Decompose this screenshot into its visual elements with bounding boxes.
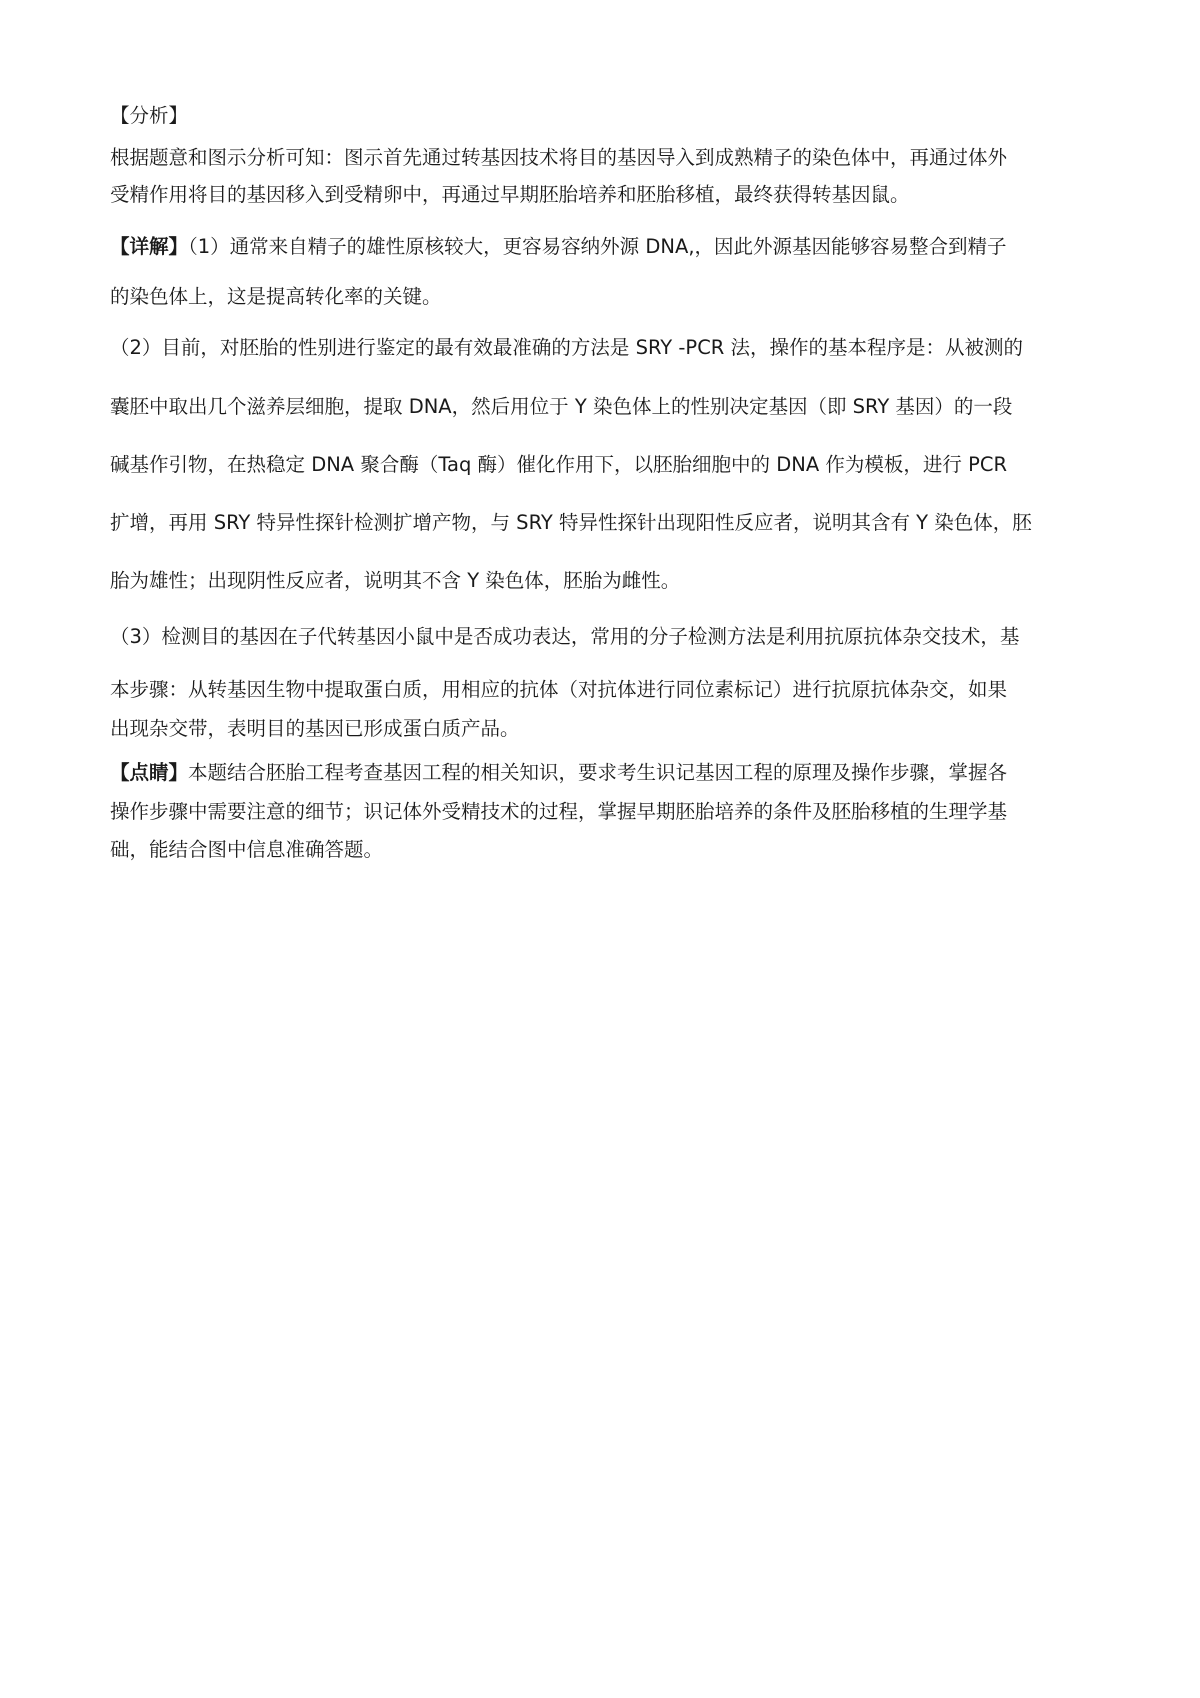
detail-line-1 (110, 232, 1110, 262)
part2-line-2: 囊胚中取出几个滋养层细胞，提取 DNA，然后用位于 Y 染色体上的性别决定基因（即 SRY 基因）的一段 (110, 395, 1013, 418)
part2-line-3: 碱基作引物，在热稳定 DNA 聚合酶（Taq 酶）催化作用下，以胚胎细胞中的 DNA 作为模板，进行 PCR (110, 453, 1008, 476)
part2-line-4: 扩增，再用 SRY 特异性探针检测扩增产物，与 SRY 特异性探针出现阳性反应者，说明其含有 Y 染色体，胚 (110, 511, 1032, 534)
part2-line-1: （2）目前，对胚胎的性别进行鉴定的最有效最准确的方法是 SRY -PCR 法，操作的基本程序是：从被测的 (110, 336, 1024, 359)
detail-label: 【详解】 (110, 235, 189, 258)
comment-text: 本题结合胚胎工程考查基因工程的相关知识，要求考生识记基因工程的原理及操作步骤，掌握各 (188, 761, 1008, 784)
part2-line-5: 胎为雄性；出现阴性反应者，说明其不含 Y 染色体，胚胎为雌性。 (110, 569, 681, 592)
detail-text: （1）通常来自精子的雄性原核较大，更容易容纳外源 DNA,，因此外源基因能够容易整合到精子 (188, 235, 1007, 258)
analysis-line-2: 受精作用将目的基因移入到受精卵中，再通过早期胚胎培养和胚胎移植，最终获得转基因鼠。 (110, 183, 910, 206)
comment-label: 【点睛】 (110, 761, 189, 784)
analysis-heading: 【分析】 (110, 104, 189, 127)
comment-line-2: 操作步骤中需要注意的细节；识记体外受精技术的过程，掌握早期胚胎培养的条件及胚胎移植的生理学基 (110, 800, 1008, 823)
part3-line-2: 本步骤：从转基因生物中提取蛋白质，用相应的抗体（对抗体进行同位素标记）进行抗原抗体杂交，如果 (110, 678, 1008, 701)
detail-line-2: 的染色体上，这是提高转化率的关键。 (110, 285, 442, 308)
part3-line-1: （3）检测目的基因在子代转基因小鼠中是否成功表达，常用的分子检测方法是利用抗原抗体杂交技术，基 (110, 625, 1020, 648)
analysis-line-1: 根据题意和图示分析可知：图示首先通过转基因技术将目的基因导入到成熟精子的染色体中，再通过体外 (110, 146, 1008, 169)
comment-line-1 (110, 758, 1110, 788)
part3-line-3: 出现杂交带，表明目的基因已形成蛋白质产品。 (110, 717, 520, 740)
comment-line-3: 础，能结合图中信息准确答题。 (110, 838, 384, 861)
